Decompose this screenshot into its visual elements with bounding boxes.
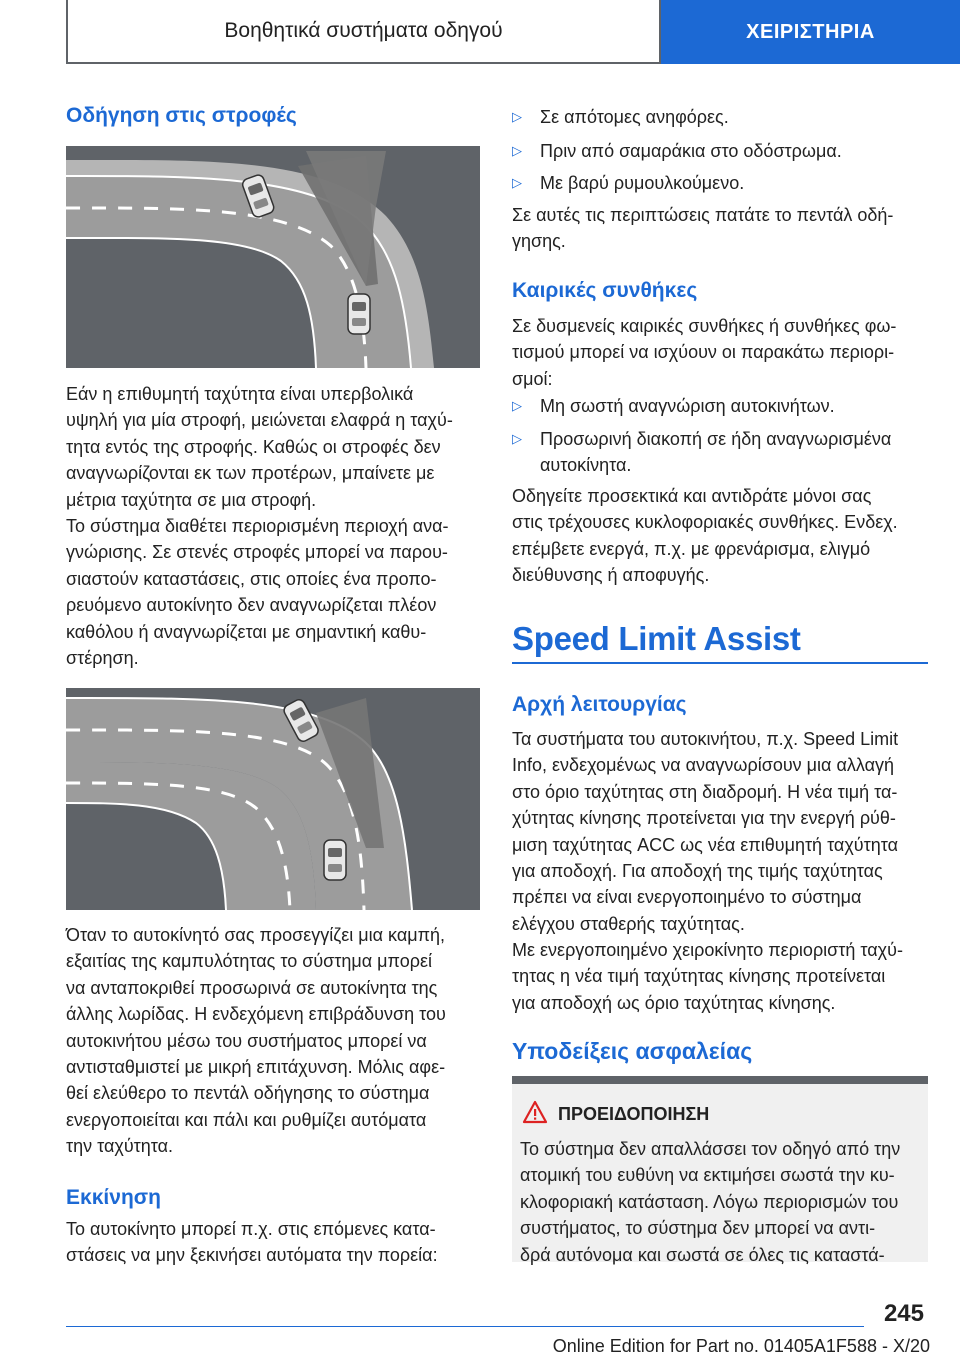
warning-title: ΠΡΟΕΙΔΟΠΟΙΗΣΗ	[558, 1104, 710, 1124]
header-chapter-tab	[661, 0, 960, 64]
footer-edition: Online Edition for Part no. 01405A1F588 - X/20	[552, 1336, 930, 1356]
text-line: υψηλή για μία στροφή, μειώνεται ελαφρά η ταχύ-	[66, 410, 453, 431]
figure-curve-2	[66, 688, 480, 910]
list-item-text: Πριν από σαμαράκια στο οδόστρωμα.	[540, 141, 842, 161]
para-attention	[512, 483, 928, 589]
text-line: Info, ενδεχομένως να αναγνωρίσουν μια αλλαγή	[512, 755, 894, 776]
text-line: Σε αυτές τις περιπτώσεις πατάτε το πεντάλ οδή-	[512, 205, 894, 225]
header-section-tab	[66, 0, 661, 64]
text-line: πρέπει να είναι ενεργοποιημένο το σύστημα	[512, 887, 862, 908]
text-line: αυτοκινήτου μέσω του συστήματος μπορεί να	[66, 1030, 427, 1051]
text-line: Όταν το αυτοκίνητό σας προσεγγίζει μια καμπή,	[66, 925, 446, 945]
warning-triangle-icon	[522, 1100, 548, 1124]
list-item-text: αυτοκίνητα.	[540, 455, 632, 476]
text-line: καθόλου ή αναγνωρίζεται με σημαντική καθυ-	[66, 621, 427, 642]
para-weather	[512, 313, 928, 392]
text-line: επέμβετε ενεργά, π.χ. με φρενάρισμα, ελιγμό	[512, 538, 871, 559]
text-line: Με ενεργοποιημένο χειροκίνητο περιοριστή ταχύ-	[512, 940, 903, 960]
triangle-bullet-icon: ▷	[512, 175, 522, 190]
text-line: διεύθυνσης ή αποφυγής.	[512, 565, 710, 586]
text-line: Το αυτοκίνητο μπορεί π.χ. στις επόμενες κατα-	[66, 1219, 436, 1239]
text-line: ρευόμενο αυτοκίνητο δεν αναγνωρίζεται πλέον	[66, 595, 437, 616]
text-line: αντισταθμιστεί με μικρή επιτάχυνση. Μόλις αφε-	[66, 1057, 446, 1078]
text-line: ελέγχου σταθερής ταχύτητας.	[512, 913, 745, 934]
list-item-text: Με βαρύ ρυμουλκούμενο.	[540, 173, 745, 193]
text-line: στάσεις να μην ξεκινήσει αυτόματα την πορεία:	[66, 1245, 438, 1266]
heading-safety: Υποδείξεις ασφαλείας	[512, 1038, 753, 1064]
text-line: Το σύστημα δεν απαλλάσσει τον οδηγό από την	[520, 1139, 901, 1159]
triangle-bullet-icon: ▷	[512, 431, 522, 446]
heading-principle: Αρχή λειτουργίας	[512, 693, 687, 716]
text-line: ενεργοποιείται και πάλι και ρυθμίζει αυτόματα	[66, 1109, 427, 1130]
triangle-bullet-icon: ▷	[512, 109, 522, 124]
text-line: την ταχύτητα.	[66, 1136, 174, 1157]
text-line: σιαστούν καταστάσεις, στις οποίες ένα προπο-	[66, 568, 437, 589]
heading-turns: Οδήγηση στις στροφές	[66, 104, 297, 127]
warning-text	[520, 1136, 928, 1268]
curve-illustration-1	[66, 146, 480, 368]
text-line: για αποδοχή. Για αποδοχή της τιμής ταχύτητας	[512, 861, 883, 882]
text-line: Τα συστήματα του αυτοκινήτου, π.χ. Speed Limit	[512, 729, 899, 749]
para-principle-2	[512, 937, 928, 1016]
text-line: Το σύστημα διαθέτει περιορισμένη περιοχή ανα-	[66, 516, 449, 536]
figure-curve-1	[66, 146, 480, 368]
text-line: μέτρια ταχύτητα σε μια στροφή.	[66, 489, 317, 510]
text-line: στις τρέχουσες κυκλοφοριακές συνθήκες. Ενδεχ.	[512, 512, 898, 533]
text-line: θεί ελεύθερο το πεντάλ οδήγησης το σύστημα	[66, 1083, 430, 1104]
para-start	[66, 1216, 480, 1269]
text-line: συστήματος, το σύστημα δεν μπορεί να αντι-	[520, 1218, 876, 1239]
heading-weather: Καιρικές συνθήκες	[512, 279, 698, 302]
para-principle-1	[512, 726, 928, 937]
text-line: γνώρισης. Σε στενές στροφές μπορεί να παρου-	[66, 542, 448, 563]
text-line: Σε δυσμενείς καιρικές συνθήκες ή συνθήκες φω-	[512, 316, 897, 336]
text-line: εξαιτίας της καμπυλότητας το σύστημα μπορεί	[66, 951, 432, 972]
text-line: μιση ταχύτητας ACC ως νέα επιθυμητή ταχύτητα	[512, 834, 899, 855]
para-turns-1	[66, 381, 480, 513]
list-item-text: Μη σωστή αναγνώριση αυτοκινήτων.	[540, 396, 835, 416]
text-line: για αποδοχή ως όριο ταχύτητας κίνησης.	[512, 992, 836, 1013]
text-line: Εάν η επιθυμητή ταχύτητα είναι υπερβολικά	[66, 384, 414, 404]
header-chapter-title: ΧΕΙΡΙΣΤΗΡΙΑ	[746, 20, 875, 43]
warning-top-bar	[512, 1076, 928, 1084]
text-line: στο όριο ταχύτητας στη διαδρομή. Η νέα τιμή τα-	[512, 781, 898, 802]
text-line: δρά αυτόνομα και σωστά σε όλες τις καταστά-	[520, 1244, 885, 1265]
triangle-bullet-icon: ▷	[512, 143, 522, 158]
list-item-text: Σε απότομες ανηφόρες.	[540, 107, 729, 127]
para-turns-2	[66, 513, 480, 671]
text-line: στέρηση.	[66, 648, 139, 669]
heading-start: Εκκίνηση	[66, 1186, 161, 1209]
title-underline	[512, 662, 928, 664]
title-speed-limit-assist: Speed Limit Assist	[512, 620, 801, 657]
text-line: να ανταποκριθεί προσωρινά σε αυτοκίνητα της	[66, 977, 438, 998]
text-line: άλλης λωρίδας. Η ενδεχόμενη επιβράδυνση του	[66, 1004, 446, 1025]
text-line: τητα εντός της στροφής. Καθώς οι στροφές δεν	[66, 436, 441, 457]
list-item-text: Προσωρινή διακοπή σε ήδη αναγνωρισμένα	[540, 429, 892, 449]
page-number: 245	[883, 1300, 924, 1327]
text-line: κλοφοριακή κατάσταση. Λόγω περιορισμών του	[520, 1191, 899, 1212]
text-line: ατομική του ευθύνη να εκτιμήσει σωστά την κυ-	[520, 1165, 895, 1186]
triangle-bullet-icon: ▷	[512, 398, 522, 413]
footer-rule	[66, 1326, 864, 1327]
text-line: Οδηγείτε προσεκτικά και αντιδράτε μόνοι σας	[512, 486, 872, 506]
text-line: τισμού μπορεί να ισχύουν οι παρακάτω περιορι-	[512, 342, 895, 363]
header-section-title: Βοηθητικά συστήματα οδηγού	[224, 19, 503, 42]
text-line: τητας η νέα τιμή ταχύτητας κίνησης προτείνεται	[512, 966, 886, 987]
text-line: αναγνωρίζονται εκ των προτέρων, μπαίνετε με	[66, 463, 435, 484]
curve-illustration-2	[66, 688, 480, 910]
para-turns-3	[66, 922, 480, 1160]
text-line: χύτητας κίνησης προτείνεται για την ενεργή ρύθ-	[512, 808, 896, 829]
text-line: σμοί:	[512, 368, 553, 389]
para-pedal	[512, 202, 928, 255]
text-line: γησης.	[512, 231, 566, 252]
